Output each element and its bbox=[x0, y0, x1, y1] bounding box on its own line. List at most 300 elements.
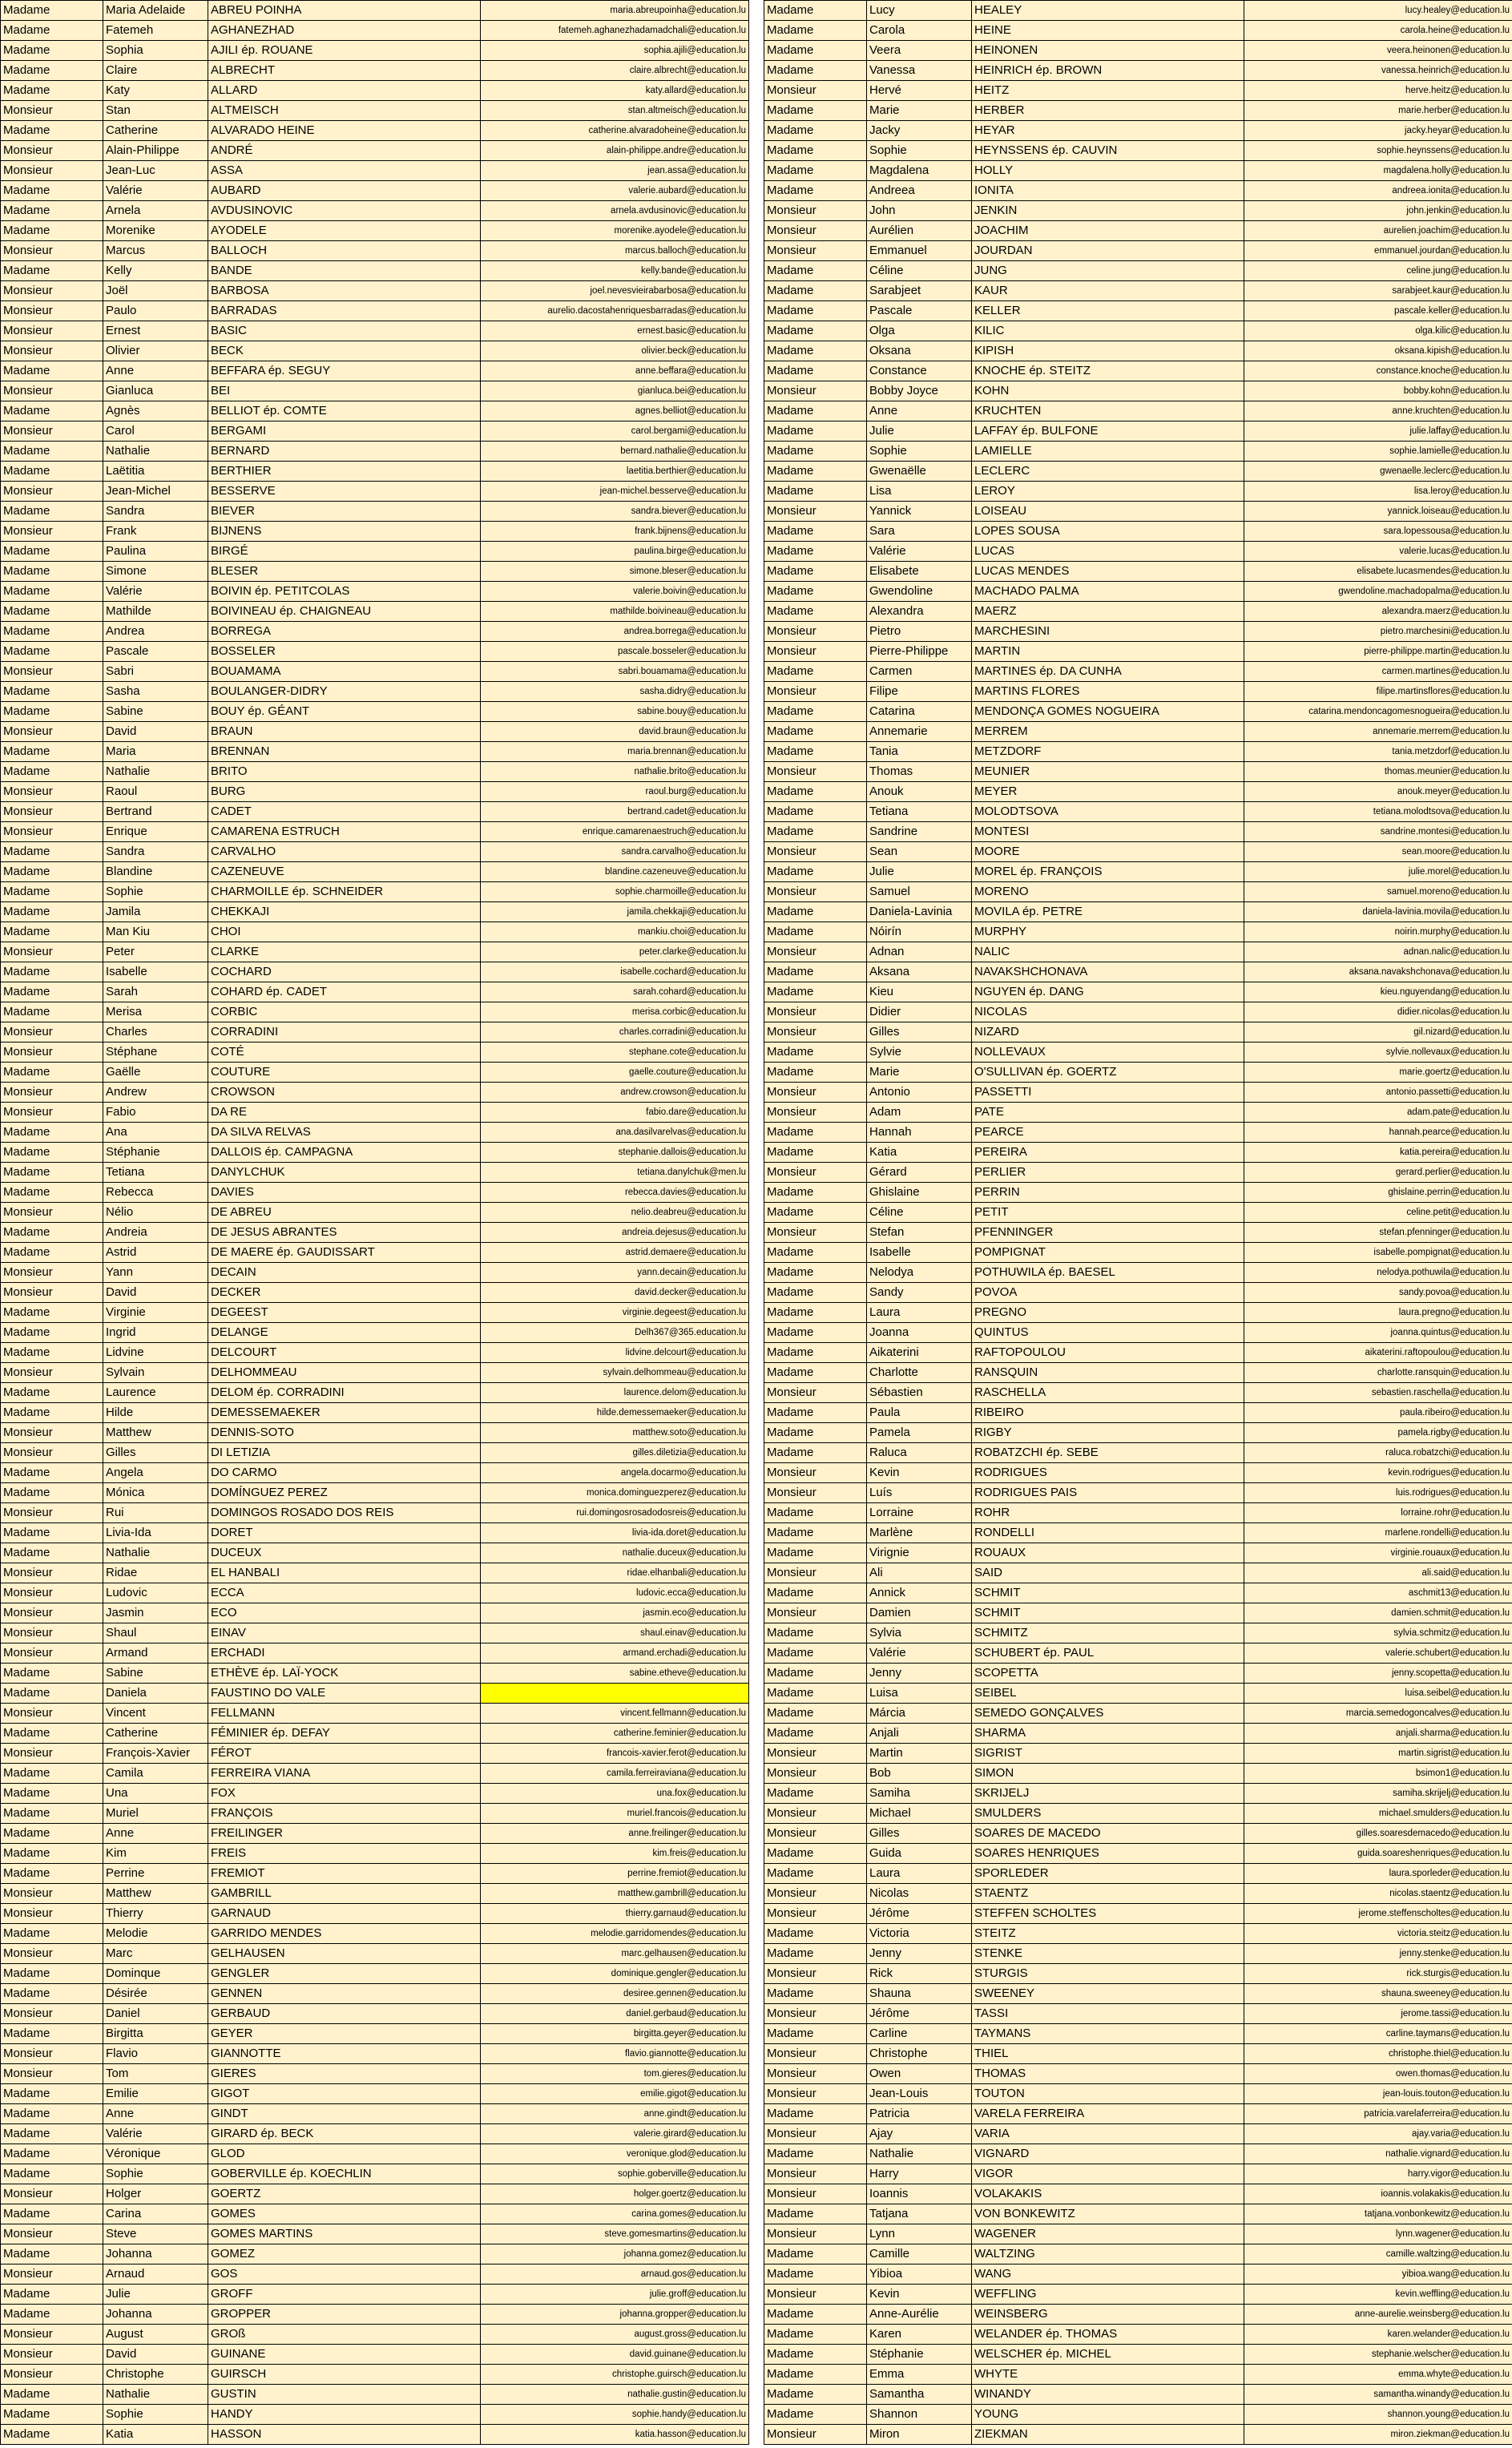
email-cell[interactable]: astrid.demaere@education.lu bbox=[481, 1243, 749, 1263]
last-name-cell[interactable]: CARVALHO bbox=[208, 842, 481, 862]
title-cell[interactable]: Madame bbox=[1, 401, 103, 421]
title-cell[interactable]: Monsieur bbox=[764, 502, 867, 522]
first-name-cell[interactable]: Adam bbox=[867, 1103, 972, 1123]
last-name-cell[interactable]: KELLER bbox=[972, 301, 1244, 321]
title-cell[interactable]: Monsieur bbox=[1, 421, 103, 442]
first-name-cell[interactable]: Yann bbox=[103, 1263, 208, 1283]
title-cell[interactable]: Monsieur bbox=[1, 301, 103, 321]
email-cell[interactable]: yannick.loiseau@education.lu bbox=[1244, 502, 1512, 522]
email-cell[interactable]: charles.corradini@education.lu bbox=[481, 1022, 749, 1043]
email-cell[interactable]: sasha.didry@education.lu bbox=[481, 682, 749, 702]
title-cell[interactable]: Monsieur bbox=[764, 241, 867, 261]
title-cell[interactable]: Madame bbox=[1, 121, 103, 141]
title-cell[interactable]: Monsieur bbox=[1, 341, 103, 361]
last-name-cell[interactable]: FAUSTINO DO VALE bbox=[208, 1684, 481, 1704]
title-cell[interactable]: Madame bbox=[764, 101, 867, 121]
email-cell[interactable]: didier.nicolas@education.lu bbox=[1244, 1002, 1512, 1022]
title-cell[interactable]: Madame bbox=[764, 1503, 867, 1523]
email-cell[interactable]: marcia.semedogoncalves@education.lu bbox=[1244, 1704, 1512, 1724]
email-cell[interactable]: olivier.beck@education.lu bbox=[481, 341, 749, 361]
first-name-cell[interactable]: August bbox=[103, 2325, 208, 2345]
first-name-cell[interactable]: Ludovic bbox=[103, 1583, 208, 1603]
first-name-cell[interactable]: Katia bbox=[103, 2425, 208, 2445]
first-name-cell[interactable]: Luisa bbox=[867, 1684, 972, 1704]
last-name-cell[interactable]: CROWSON bbox=[208, 1083, 481, 1103]
email-cell[interactable]: emma.whyte@education.lu bbox=[1244, 2365, 1512, 2385]
first-name-cell[interactable]: Nathalie bbox=[103, 442, 208, 462]
email-cell[interactable]: johanna.gropper@education.lu bbox=[481, 2305, 749, 2325]
title-cell[interactable]: Monsieur bbox=[1, 2044, 103, 2064]
email-cell[interactable]: michael.smulders@education.lu bbox=[1244, 1804, 1512, 1824]
last-name-cell[interactable]: SOARES DE MACEDO bbox=[972, 1824, 1244, 1844]
first-name-cell[interactable]: Andreea bbox=[867, 181, 972, 201]
first-name-cell[interactable]: Stéphanie bbox=[103, 1143, 208, 1163]
title-cell[interactable]: Monsieur bbox=[764, 2425, 867, 2445]
first-name-cell[interactable]: Camille bbox=[867, 2244, 972, 2265]
email-cell[interactable]: isabelle.pompignat@education.lu bbox=[1244, 1243, 1512, 1263]
first-name-cell[interactable]: Maria bbox=[103, 742, 208, 762]
last-name-cell[interactable]: SCHMIT bbox=[972, 1603, 1244, 1623]
title-cell[interactable]: Madame bbox=[764, 2305, 867, 2325]
email-cell[interactable]: tania.metzdorf@education.lu bbox=[1244, 742, 1512, 762]
last-name-cell[interactable]: DUCEUX bbox=[208, 1543, 481, 1563]
last-name-cell[interactable]: RONDELLI bbox=[972, 1523, 1244, 1543]
title-cell[interactable]: Madame bbox=[764, 361, 867, 381]
email-cell[interactable]: veronique.glod@education.lu bbox=[481, 2144, 749, 2164]
email-cell[interactable]: emmanuel.jourdan@education.lu bbox=[1244, 241, 1512, 261]
last-name-cell[interactable]: BASIC bbox=[208, 321, 481, 341]
last-name-cell[interactable]: DENNIS-SOTO bbox=[208, 1423, 481, 1443]
email-cell[interactable]: melodie.garridomendes@education.lu bbox=[481, 1924, 749, 1944]
title-cell[interactable]: Madame bbox=[764, 2144, 867, 2164]
title-cell[interactable]: Madame bbox=[1, 762, 103, 782]
last-name-cell[interactable]: HEYAR bbox=[972, 121, 1244, 141]
title-cell[interactable]: Monsieur bbox=[764, 201, 867, 221]
last-name-cell[interactable]: HEITZ bbox=[972, 81, 1244, 101]
title-cell[interactable]: Monsieur bbox=[1, 381, 103, 401]
email-cell[interactable]: mankiu.choi@education.lu bbox=[481, 922, 749, 942]
first-name-cell[interactable]: Sophie bbox=[867, 141, 972, 161]
first-name-cell[interactable]: Jamila bbox=[103, 902, 208, 922]
email-cell[interactable]: enrique.camarenaestruch@education.lu bbox=[481, 822, 749, 842]
last-name-cell[interactable]: KILIC bbox=[972, 321, 1244, 341]
title-cell[interactable]: Monsieur bbox=[1, 1623, 103, 1643]
title-cell[interactable]: Monsieur bbox=[1, 1583, 103, 1603]
email-cell[interactable]: charlotte.ransquin@education.lu bbox=[1244, 1363, 1512, 1383]
email-cell[interactable]: ana.dasilvarelvas@education.lu bbox=[481, 1123, 749, 1143]
first-name-cell[interactable]: Carola bbox=[867, 21, 972, 41]
first-name-cell[interactable]: Ioannis bbox=[867, 2184, 972, 2204]
last-name-cell[interactable]: ASSA bbox=[208, 161, 481, 181]
email-cell[interactable]: agnes.belliot@education.lu bbox=[481, 401, 749, 421]
title-cell[interactable]: Madame bbox=[1, 1924, 103, 1944]
first-name-cell[interactable]: Nathalie bbox=[103, 762, 208, 782]
first-name-cell[interactable]: Catarina bbox=[867, 702, 972, 722]
title-cell[interactable]: Madame bbox=[1, 1684, 103, 1704]
email-cell[interactable]: gerard.perlier@education.lu bbox=[1244, 1163, 1512, 1183]
email-cell[interactable]: andreia.dejesus@education.lu bbox=[481, 1223, 749, 1243]
title-cell[interactable]: Madame bbox=[1, 61, 103, 81]
title-cell[interactable]: Madame bbox=[764, 1784, 867, 1804]
last-name-cell[interactable]: GELHAUSEN bbox=[208, 1944, 481, 1964]
last-name-cell[interactable]: PREGNO bbox=[972, 1303, 1244, 1323]
email-cell[interactable]: gil.nizard@education.lu bbox=[1244, 1022, 1512, 1043]
title-cell[interactable]: Madame bbox=[1, 1664, 103, 1684]
email-cell[interactable]: catherine.feminier@education.lu bbox=[481, 1724, 749, 1744]
first-name-cell[interactable]: Sophie bbox=[103, 882, 208, 902]
last-name-cell[interactable]: STEFFEN SCHOLTES bbox=[972, 1904, 1244, 1924]
email-cell[interactable]: gwenaelle.leclerc@education.lu bbox=[1244, 462, 1512, 482]
first-name-cell[interactable]: Rick bbox=[867, 1964, 972, 1984]
title-cell[interactable]: Monsieur bbox=[764, 1022, 867, 1043]
first-name-cell[interactable]: Sean bbox=[867, 842, 972, 862]
first-name-cell[interactable]: Rebecca bbox=[103, 1183, 208, 1203]
email-cell[interactable]: ludovic.ecca@education.lu bbox=[481, 1583, 749, 1603]
email-cell[interactable]: anjali.sharma@education.lu bbox=[1244, 1724, 1512, 1744]
title-cell[interactable]: Madame bbox=[1, 261, 103, 281]
last-name-cell[interactable]: BERGAMI bbox=[208, 421, 481, 442]
title-cell[interactable]: Monsieur bbox=[764, 882, 867, 902]
first-name-cell[interactable]: Tetiana bbox=[103, 1163, 208, 1183]
title-cell[interactable]: Monsieur bbox=[1, 1704, 103, 1724]
first-name-cell[interactable]: Matthew bbox=[103, 1884, 208, 1904]
first-name-cell[interactable]: Morenike bbox=[103, 221, 208, 241]
email-cell[interactable]: damien.schmit@education.lu bbox=[1244, 1603, 1512, 1623]
last-name-cell[interactable]: LOISEAU bbox=[972, 502, 1244, 522]
title-cell[interactable]: Madame bbox=[764, 141, 867, 161]
email-cell[interactable]: yibioa.wang@education.lu bbox=[1244, 2265, 1512, 2285]
first-name-cell[interactable]: Angela bbox=[103, 1463, 208, 1483]
first-name-cell[interactable]: Maria Adelaide bbox=[103, 1, 208, 21]
first-name-cell[interactable]: Mónica bbox=[103, 1483, 208, 1503]
title-cell[interactable]: Madame bbox=[764, 181, 867, 201]
email-cell[interactable]: anne.beffara@education.lu bbox=[481, 361, 749, 381]
email-cell[interactable]: una.fox@education.lu bbox=[481, 1784, 749, 1804]
first-name-cell[interactable]: Jasmin bbox=[103, 1603, 208, 1623]
last-name-cell[interactable]: TOUTON bbox=[972, 2084, 1244, 2104]
email-cell[interactable]: kelly.bande@education.lu bbox=[481, 261, 749, 281]
last-name-cell[interactable]: MONTESI bbox=[972, 822, 1244, 842]
email-cell[interactable]: virginie.degeest@education.lu bbox=[481, 1303, 749, 1323]
first-name-cell[interactable]: Thomas bbox=[867, 762, 972, 782]
title-cell[interactable]: Monsieur bbox=[764, 762, 867, 782]
email-cell[interactable]: adnan.nalic@education.lu bbox=[1244, 942, 1512, 962]
first-name-cell[interactable]: Matthew bbox=[103, 1423, 208, 1443]
email-cell[interactable]: matthew.soto@education.lu bbox=[481, 1423, 749, 1443]
last-name-cell[interactable]: AVDUSINOVIC bbox=[208, 201, 481, 221]
last-name-cell[interactable]: GOMEZ bbox=[208, 2244, 481, 2265]
first-name-cell[interactable]: Valérie bbox=[867, 542, 972, 562]
first-name-cell[interactable]: Arnaud bbox=[103, 2265, 208, 2285]
title-cell[interactable]: Madame bbox=[764, 1403, 867, 1423]
last-name-cell[interactable]: FRANÇOIS bbox=[208, 1804, 481, 1824]
title-cell[interactable]: Monsieur bbox=[1, 2004, 103, 2024]
title-cell[interactable]: Madame bbox=[764, 1183, 867, 1203]
email-cell[interactable]: marlene.rondelli@education.lu bbox=[1244, 1523, 1512, 1543]
email-cell[interactable]: vincent.fellmann@education.lu bbox=[481, 1704, 749, 1724]
email-cell[interactable]: jamila.chekkaji@education.lu bbox=[481, 902, 749, 922]
title-cell[interactable]: Madame bbox=[1, 1243, 103, 1263]
last-name-cell[interactable]: DANYLCHUK bbox=[208, 1163, 481, 1183]
last-name-cell[interactable]: GIRARD ép. BECK bbox=[208, 2124, 481, 2144]
last-name-cell[interactable]: GENGLER bbox=[208, 1964, 481, 1984]
first-name-cell[interactable]: Désirée bbox=[103, 1984, 208, 2004]
email-cell[interactable]: noirin.murphy@education.lu bbox=[1244, 922, 1512, 942]
first-name-cell[interactable]: Ajay bbox=[867, 2124, 972, 2144]
first-name-cell[interactable]: Annick bbox=[867, 1583, 972, 1603]
email-cell[interactable]: laura.sporleder@education.lu bbox=[1244, 1864, 1512, 1884]
email-cell[interactable]: anne.freilinger@education.lu bbox=[481, 1824, 749, 1844]
first-name-cell[interactable]: Peter bbox=[103, 942, 208, 962]
title-cell[interactable]: Madame bbox=[1, 2285, 103, 2305]
last-name-cell[interactable]: MOREL ép. FRANÇOIS bbox=[972, 862, 1244, 882]
first-name-cell[interactable]: Pascale bbox=[103, 642, 208, 662]
first-name-cell[interactable]: Carina bbox=[103, 2204, 208, 2224]
first-name-cell[interactable]: Lucy bbox=[867, 1, 972, 21]
email-cell[interactable]: rick.sturgis@education.lu bbox=[1244, 1964, 1512, 1984]
last-name-cell[interactable]: MARTINES ép. DA CUNHA bbox=[972, 662, 1244, 682]
title-cell[interactable]: Madame bbox=[764, 562, 867, 582]
last-name-cell[interactable]: GIANNOTTE bbox=[208, 2044, 481, 2064]
last-name-cell[interactable]: VARELA FERREIRA bbox=[972, 2104, 1244, 2124]
email-cell[interactable]: gwendoline.machadopalma@education.lu bbox=[1244, 582, 1512, 602]
first-name-cell[interactable]: Shaul bbox=[103, 1623, 208, 1643]
email-cell[interactable]: monica.dominguezperez@education.lu bbox=[481, 1483, 749, 1503]
email-cell[interactable]: bertrand.cadet@education.lu bbox=[481, 802, 749, 822]
first-name-cell[interactable]: Daniela-Lavinia bbox=[867, 902, 972, 922]
first-name-cell[interactable]: Anne bbox=[103, 361, 208, 381]
email-cell[interactable]: frank.bijnens@education.lu bbox=[481, 522, 749, 542]
email-cell[interactable]: john.jenkin@education.lu bbox=[1244, 201, 1512, 221]
last-name-cell[interactable]: FREILINGER bbox=[208, 1824, 481, 1844]
title-cell[interactable]: Madame bbox=[764, 2365, 867, 2385]
last-name-cell[interactable]: KNOCHE ép. STEITZ bbox=[972, 361, 1244, 381]
title-cell[interactable]: Madame bbox=[764, 1143, 867, 1163]
first-name-cell[interactable]: Sarabjeet bbox=[867, 281, 972, 301]
title-cell[interactable]: Monsieur bbox=[764, 2184, 867, 2204]
email-cell[interactable]: matthew.gambrill@education.lu bbox=[481, 1884, 749, 1904]
first-name-cell[interactable]: Steve bbox=[103, 2224, 208, 2244]
email-cell[interactable]: birgitta.geyer@education.lu bbox=[481, 2024, 749, 2044]
last-name-cell[interactable]: EINAV bbox=[208, 1623, 481, 1643]
email-cell[interactable]: francois-xavier.ferot@education.lu bbox=[481, 1744, 749, 1764]
email-cell[interactable]: arnaud.gos@education.lu bbox=[481, 2265, 749, 2285]
first-name-cell[interactable]: Fabio bbox=[103, 1103, 208, 1123]
last-name-cell[interactable]: LAFFAY ép. BULFONE bbox=[972, 421, 1244, 442]
title-cell[interactable]: Madame bbox=[1, 1964, 103, 1984]
title-cell[interactable]: Madame bbox=[764, 2345, 867, 2365]
email-cell[interactable]: emilie.gigot@education.lu bbox=[481, 2084, 749, 2104]
last-name-cell[interactable]: O'SULLIVAN ép. GOERTZ bbox=[972, 1063, 1244, 1083]
last-name-cell[interactable]: COUTURE bbox=[208, 1063, 481, 1083]
last-name-cell[interactable]: GOBERVILLE ép. KOECHLIN bbox=[208, 2164, 481, 2184]
title-cell[interactable]: Madame bbox=[764, 962, 867, 982]
email-cell[interactable]: sandra.carvalho@education.lu bbox=[481, 842, 749, 862]
first-name-cell[interactable]: Marc bbox=[103, 1944, 208, 1964]
last-name-cell[interactable]: EL HANBALI bbox=[208, 1563, 481, 1583]
last-name-cell[interactable]: LUCAS bbox=[972, 542, 1244, 562]
last-name-cell[interactable]: HEINRICH ép. BROWN bbox=[972, 61, 1244, 81]
last-name-cell[interactable]: GENNEN bbox=[208, 1984, 481, 2004]
last-name-cell[interactable]: WHYTE bbox=[972, 2365, 1244, 2385]
email-cell[interactable]: christophe.guirsch@education.lu bbox=[481, 2365, 749, 2385]
title-cell[interactable]: Madame bbox=[1, 1383, 103, 1403]
first-name-cell[interactable]: Sandy bbox=[867, 1283, 972, 1303]
title-cell[interactable]: Monsieur bbox=[1, 321, 103, 341]
last-name-cell[interactable]: FELLMANN bbox=[208, 1704, 481, 1724]
last-name-cell[interactable]: DOMINGOS ROSADO DOS REIS bbox=[208, 1503, 481, 1523]
first-name-cell[interactable]: Stan bbox=[103, 101, 208, 121]
first-name-cell[interactable]: Nelodya bbox=[867, 1263, 972, 1283]
title-cell[interactable]: Madame bbox=[1, 2425, 103, 2445]
email-cell[interactable]: lidvine.delcourt@education.lu bbox=[481, 1343, 749, 1363]
first-name-cell[interactable]: Owen bbox=[867, 2064, 972, 2084]
last-name-cell[interactable]: VON BONKEWITZ bbox=[972, 2204, 1244, 2224]
title-cell[interactable]: Madame bbox=[764, 2244, 867, 2265]
email-cell[interactable]: mathilde.boivineau@education.lu bbox=[481, 602, 749, 622]
email-cell[interactable]: victoria.steitz@education.lu bbox=[1244, 1924, 1512, 1944]
last-name-cell[interactable]: BIJNENS bbox=[208, 522, 481, 542]
title-cell[interactable]: Madame bbox=[764, 1423, 867, 1443]
title-cell[interactable]: Monsieur bbox=[1, 1103, 103, 1123]
first-name-cell[interactable]: Nathalie bbox=[103, 1543, 208, 1563]
email-cell[interactable]: nathalie.gustin@education.lu bbox=[481, 2385, 749, 2405]
title-cell[interactable]: Monsieur bbox=[764, 642, 867, 662]
first-name-cell[interactable]: Samantha bbox=[867, 2385, 972, 2405]
email-cell[interactable]: kim.freis@education.lu bbox=[481, 1844, 749, 1864]
title-cell[interactable]: Monsieur bbox=[764, 2224, 867, 2244]
last-name-cell[interactable]: ROUAUX bbox=[972, 1543, 1244, 1563]
first-name-cell[interactable]: Anne bbox=[103, 2104, 208, 2124]
first-name-cell[interactable]: Ghislaine bbox=[867, 1183, 972, 1203]
title-cell[interactable]: Monsieur bbox=[1, 942, 103, 962]
last-name-cell[interactable]: SEMEDO GONÇALVES bbox=[972, 1704, 1244, 1724]
email-cell[interactable]: perrine.fremiot@education.lu bbox=[481, 1864, 749, 1884]
first-name-cell[interactable]: Perrine bbox=[103, 1864, 208, 1884]
email-cell[interactable]: thierry.garnaud@education.lu bbox=[481, 1904, 749, 1924]
email-cell[interactable]: andreea.ionita@education.lu bbox=[1244, 181, 1512, 201]
title-cell[interactable]: Madame bbox=[764, 1664, 867, 1684]
last-name-cell[interactable]: SCHMIT bbox=[972, 1583, 1244, 1603]
first-name-cell[interactable]: Gwenaëlle bbox=[867, 462, 972, 482]
last-name-cell[interactable]: DOMÍNGUEZ PEREZ bbox=[208, 1483, 481, 1503]
title-cell[interactable]: Monsieur bbox=[764, 1804, 867, 1824]
email-cell[interactable]: ridae.elhanbali@education.lu bbox=[481, 1563, 749, 1583]
last-name-cell[interactable]: DEGEEST bbox=[208, 1303, 481, 1323]
email-cell[interactable]: vanessa.heinrich@education.lu bbox=[1244, 61, 1512, 81]
last-name-cell[interactable]: RAFTOPOULOU bbox=[972, 1343, 1244, 1363]
last-name-cell[interactable]: COCHARD bbox=[208, 962, 481, 982]
email-cell[interactable]: desiree.gennen@education.lu bbox=[481, 1984, 749, 2004]
first-name-cell[interactable]: John bbox=[867, 201, 972, 221]
title-cell[interactable]: Madame bbox=[764, 1, 867, 21]
title-cell[interactable]: Madame bbox=[764, 61, 867, 81]
email-cell[interactable]: stefan.pfenninger@education.lu bbox=[1244, 1223, 1512, 1243]
first-name-cell[interactable]: Julie bbox=[103, 2285, 208, 2305]
title-cell[interactable]: Madame bbox=[1, 1483, 103, 1503]
title-cell[interactable]: Madame bbox=[1, 21, 103, 41]
first-name-cell[interactable]: Elisabete bbox=[867, 562, 972, 582]
last-name-cell[interactable]: GOMES bbox=[208, 2204, 481, 2224]
email-cell[interactable]: valerie.aubard@education.lu bbox=[481, 181, 749, 201]
email-cell[interactable]: ghislaine.perrin@education.lu bbox=[1244, 1183, 1512, 1203]
last-name-cell[interactable]: ERCHADI bbox=[208, 1643, 481, 1664]
last-name-cell[interactable]: IONITA bbox=[972, 181, 1244, 201]
title-cell[interactable]: Madame bbox=[1, 882, 103, 902]
last-name-cell[interactable]: CORRADINI bbox=[208, 1022, 481, 1043]
email-cell[interactable]: gaelle.couture@education.lu bbox=[481, 1063, 749, 1083]
title-cell[interactable]: Madame bbox=[764, 341, 867, 361]
last-name-cell[interactable]: SHARMA bbox=[972, 1724, 1244, 1744]
first-name-cell[interactable]: Emilie bbox=[103, 2084, 208, 2104]
last-name-cell[interactable]: KRUCHTEN bbox=[972, 401, 1244, 421]
first-name-cell[interactable]: Isabelle bbox=[103, 962, 208, 982]
last-name-cell[interactable]: SWEENEY bbox=[972, 1984, 1244, 2004]
last-name-cell[interactable]: SEIBEL bbox=[972, 1684, 1244, 1704]
first-name-cell[interactable]: Emma bbox=[867, 2365, 972, 2385]
title-cell[interactable]: Monsieur bbox=[764, 1483, 867, 1503]
email-cell[interactable]: andrew.crowson@education.lu bbox=[481, 1083, 749, 1103]
title-cell[interactable]: Madame bbox=[1, 1143, 103, 1163]
email-cell[interactable]: sylvia.schmitz@education.lu bbox=[1244, 1623, 1512, 1643]
email-cell[interactable]: ernest.basic@education.lu bbox=[481, 321, 749, 341]
first-name-cell[interactable]: Valérie bbox=[103, 582, 208, 602]
first-name-cell[interactable]: Catherine bbox=[103, 121, 208, 141]
email-cell[interactable]: paula.ribeiro@education.lu bbox=[1244, 1403, 1512, 1423]
last-name-cell[interactable]: AGHANEZHAD bbox=[208, 21, 481, 41]
title-cell[interactable]: Madame bbox=[764, 2325, 867, 2345]
first-name-cell[interactable]: Sabri bbox=[103, 662, 208, 682]
first-name-cell[interactable]: Sophie bbox=[103, 2405, 208, 2425]
last-name-cell[interactable]: SCHUBERT ép. PAUL bbox=[972, 1643, 1244, 1664]
email-cell[interactable]: stephanie.welscher@education.lu bbox=[1244, 2345, 1512, 2365]
title-cell[interactable]: Madame bbox=[764, 1543, 867, 1563]
email-cell[interactable]: daniel.gerbaud@education.lu bbox=[481, 2004, 749, 2024]
email-cell[interactable]: bernard.nathalie@education.lu bbox=[481, 442, 749, 462]
first-name-cell[interactable]: Kevin bbox=[867, 1463, 972, 1483]
first-name-cell[interactable]: Sasha bbox=[103, 682, 208, 702]
email-cell[interactable]: nathalie.brito@education.lu bbox=[481, 762, 749, 782]
last-name-cell[interactable]: NGUYEN ép. DANG bbox=[972, 982, 1244, 1002]
email-cell[interactable]: nathalie.vignard@education.lu bbox=[1244, 2144, 1512, 2164]
email-cell[interactable]: aikaterini.raftopoulou@education.lu bbox=[1244, 1343, 1512, 1363]
first-name-cell[interactable]: Laëtitia bbox=[103, 462, 208, 482]
last-name-cell[interactable]: FERREIRA VIANA bbox=[208, 1764, 481, 1784]
first-name-cell[interactable]: Ingrid bbox=[103, 1323, 208, 1343]
last-name-cell[interactable]: QUINTUS bbox=[972, 1323, 1244, 1343]
first-name-cell[interactable]: Frank bbox=[103, 522, 208, 542]
first-name-cell[interactable]: Magdalena bbox=[867, 161, 972, 181]
first-name-cell[interactable]: Pietro bbox=[867, 622, 972, 642]
title-cell[interactable]: Monsieur bbox=[1, 1363, 103, 1383]
last-name-cell[interactable]: ANDRÉ bbox=[208, 141, 481, 161]
email-cell[interactable]: samantha.winandy@education.lu bbox=[1244, 2385, 1512, 2405]
last-name-cell[interactable]: GROß bbox=[208, 2325, 481, 2345]
title-cell[interactable]: Monsieur bbox=[1, 802, 103, 822]
title-cell[interactable]: Madame bbox=[1, 642, 103, 662]
first-name-cell[interactable]: Virignie bbox=[867, 1543, 972, 1563]
first-name-cell[interactable]: Bob bbox=[867, 1764, 972, 1784]
email-cell[interactable]: karen.welander@education.lu bbox=[1244, 2325, 1512, 2345]
first-name-cell[interactable]: Camila bbox=[103, 1764, 208, 1784]
last-name-cell[interactable]: MOORE bbox=[972, 842, 1244, 862]
email-cell[interactable]: hilde.demessemaeker@education.lu bbox=[481, 1403, 749, 1423]
title-cell[interactable]: Monsieur bbox=[764, 682, 867, 702]
first-name-cell[interactable]: Paulina bbox=[103, 542, 208, 562]
first-name-cell[interactable]: Aikaterini bbox=[867, 1343, 972, 1363]
last-name-cell[interactable]: KIPISH bbox=[972, 341, 1244, 361]
title-cell[interactable]: Madame bbox=[764, 1623, 867, 1643]
